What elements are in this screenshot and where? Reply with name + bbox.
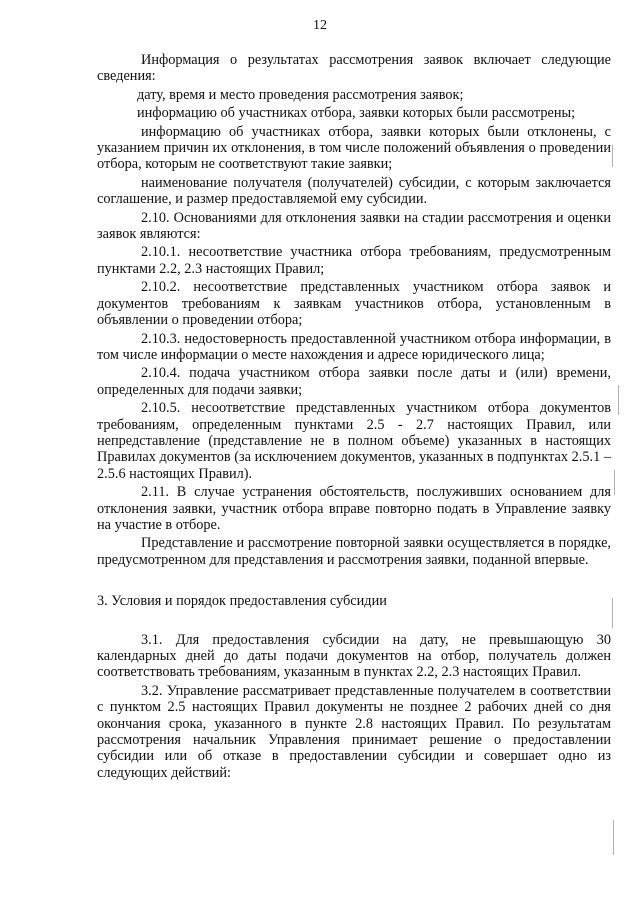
paragraph: 2.11. В случае устранения обстоятельств, послуживших основанием для отклонения заявки, участник отбора вправе повторно подать в Управление заявку на участие в отборе.	[97, 484, 611, 533]
paragraph: информацию об участниках отбора, заявки которых были отклонены, с указанием причин их отклонения, в том числе положений объявления о проведении отбора, которым не соответствуют такие заявки;	[97, 123, 611, 173]
scan-artifact	[614, 470, 615, 495]
paragraph: наименование получателя (получателей) субсидии, с которым заключается соглашение, и размер предоставляемой ему субсидии.	[97, 174, 611, 208]
paragraph: Информация о результатах рассмотрения заявок включает следующие сведения:	[97, 52, 611, 85]
scan-artifact	[612, 598, 613, 628]
paragraph: 3.2. Управление рассматривает представленные получателем в соответствии с пунктом 2.5 настоящих Правил документы не позднее 2 рабочих дней со дня окончания срока, указанного в пункте 2.8 настоящих Правил. По результатам рассмотрения начальник Управления принимает решение о предоставлении субсидии или об отказе в предоставлении субсидии и совершает одно из следующих действий:	[97, 682, 611, 781]
scan-artifact	[613, 820, 614, 855]
section-heading: 3. Условия и порядок предоставления субсидии	[97, 593, 387, 610]
paragraph: 3.1. Для предоставления субсидии на дату, не превышающую 30 календарных дней до даты подачи документов на отбор, получатель должен соответствовать требованиям, указанным в пунктах 2.2, 2.3 настоящих Правил.	[97, 631, 611, 681]
paragraphs-before-heading	[97, 52, 611, 568]
paragraph: информацию об участниках отбора, заявки которых были рассмотрены;	[137, 105, 576, 122]
paragraph: 2.10.5. несоответствие представленных участником отбора документов требованиям, определенным пунктами 2.5 - 2.7 настоящих Правил, или непредставление (представление не в полном объеме) указанных в настоящих Правилах документов (за исключением документов, указанных в подпунктах 2.5.1 – 2.5.6 настоящих Правил).	[97, 400, 611, 482]
scan-artifact	[618, 385, 619, 415]
page-number: 12	[313, 18, 327, 33]
paragraph: Представление и рассмотрение повторной заявки осуществляется в порядке, предусмотренном для представления и рассмотрения заявки, поданной впервые.	[97, 535, 611, 568]
paragraph: 2.10.2. несоответствие представленных участником отбора заявок и документов требованиям к заявкам участников отбора, установленным в объявлении о проведении отбора;	[97, 279, 611, 329]
paragraph: 2.10. Основаниями для отклонения заявки на стадии рассмотрения и оценки заявок являются:	[97, 209, 611, 243]
scan-artifact	[612, 145, 613, 167]
paragraph: 2.10.3. недостоверность предоставленной участником отбора информации, в том числе информации о месте нахождения и адресе юридического лица;	[97, 330, 611, 363]
paragraph: дату, время и место проведения рассмотрения заявок;	[137, 86, 464, 103]
paragraphs-after-heading	[97, 632, 611, 782]
document-body	[97, 52, 611, 781]
paragraph: 2.10.4. подача участником отбора заявки после даты и (или) времени, определенных для подачи заявки;	[97, 365, 611, 398]
paragraph: 2.10.1. несоответствие участника отбора требованиям, предусмотренным пунктами 2.2, 2.3 настоящих Правил;	[97, 244, 611, 277]
